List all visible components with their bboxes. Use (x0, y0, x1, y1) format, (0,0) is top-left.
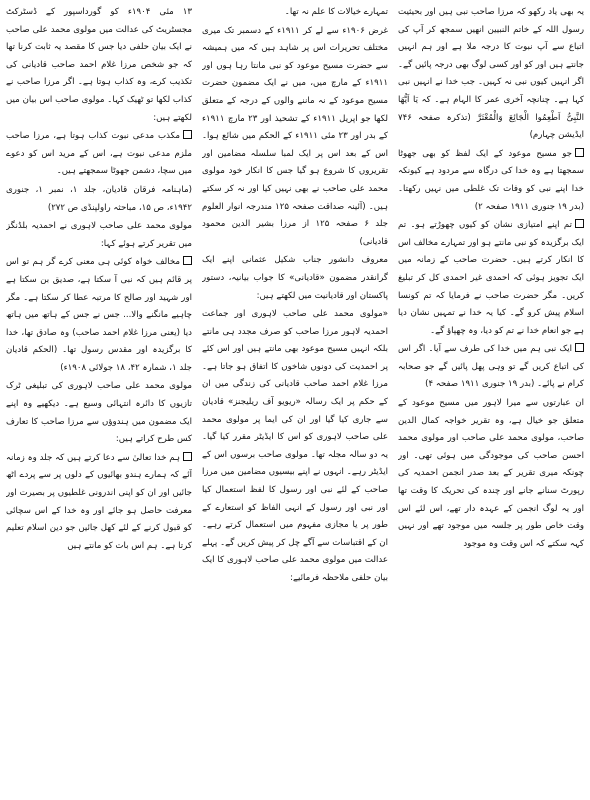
paragraph (398, 217, 584, 340)
paragraph (6, 182, 192, 217)
paragraph-text: معروف دانشور جناب شکیل عثمانی اپنے ایک گرانقدر مضمون «قادیانی» کا جواب بیانیہ، دستور پاکستان اور قادیانیت میں لکھتے ہیں: (202, 255, 388, 301)
paragraph-text: «مولوی محمد علی صاحب لاہوری اور جماعت احمدیہ لاہور مرزا صاحب کو صرف مجدد ہی مانتے بلکہ انہیں مسیح موعود بھی مانتے ہیں اور اس کئے پر احمدیت کی دونوں شاخوں کا اتفاق ہو جاتا ہے۔ مرزا غلام احمد صاحب قادیانی کی زندگی میں ان کے حکم پر ایک رسالہ «ریویو آف ریلیجنز» قادیان سے جاری کیا گیا اور ان کی ایما پر مولوی محمد علی صاحب لاہوری کو اس کا ایڈیٹر مقرر کیا گیا۔ یہ دو سالہ مجلہ تھا۔ مولوی صاحب برسوں اس کے ایڈیٹر رہے۔ انہوں نے اپنے بیسیوں مضامین میں مرزا صاحب کے لئے نبی اور رسول کا لفظ استعمال کیا اور نبی اور رسول کے انہی الفاظ کو استعارے کے طور پر یا مجازی مفہوم میں استعمال کرتے رہے۔ ان کے اقتباسات سے آگے چل کر پیش کریں گے۔ پہلے عدالت میں مولوی محمد علی صاحب لاہوری کا ایک بیان حلفی ملاحظہ فرمائیے: (202, 309, 388, 583)
paragraph-text: ان عبارتوں سے میرا لاہور میں مسیح موعود کے متعلق جو خیال ہے، وہ تقریر خواجہ کمال الدین صاحب، مولوی محمد علی صاحب اور مولوی محمد احسن صاحب کی موجودگی میں ہوئی تھی۔ اور چونکہ میری تقریر کے بعد صدر انجمن احمدیہ کی رپورٹ سنانے جانے اور چندہ کی تحریک کا وقت تھا اور یہ لوگ انجمن کے عہدہ دار تھے، اس لئے اس وقت خاص طور پر جلسہ میں موجود تھے اور نہیں کہہ سکتے کہ اس وقت وہ موجود (398, 398, 584, 549)
paragraph (398, 4, 584, 145)
quote-box-icon (183, 452, 192, 461)
quote-box-icon (575, 148, 584, 157)
paragraph-text: ہم خدا تعالیٰ سے دعا کرتے ہیں کہ جلد وہ زمانہ آئے کہ ہمارے ہندو بھائیوں کے دلوں پر سے پردے اٹھ جائیں اور ان کو اپنی اندرونی غلطیوں پر بصیرت اور معرفت حاصل ہو جائے اور وہ خدا کے اس سچائی کو قبول کرنے کے لئے کھل جائیں جو دین اسلام تعلیم کرتا ہے۔ ہم اس بات کو مانتے ہیں (6, 452, 192, 551)
paragraph (6, 218, 192, 253)
paragraph-text: (ماہنامہ فرقان قادیان، جلد ۱، نمبر ۱، جنوری ۱۹۴۲ء، ص ۱۵، مباحثہ راولپنڈی ص ۲۷۲) (6, 184, 192, 213)
paragraph-text: یہ بھی یاد رکھو کہ مرزا صاحب نبی ہیں اور بحیثیت رسول اللہ کے خاتم النبیین انھیں سمجھ کر آپ کی اتباع سے آپ نبوت کا درجہ ملا ہے اور ہم انہیں جانتے ہیں اور کو اور کسی لوگ بھی درجہ پائیں گے۔ اگر انہیں کیوں نبی نہ کہیں۔ جب خدا نے انہیں نبی کہا ہے۔ چنانچہ آخری عمر کا الہام ہے۔ کہ یَا اَیُّھَا النَّبِیُّ اَطْعِمُوا الْجَائِعَ وَالْمُعْتَرَّ (تذکرہ صفحہ ۷۴۶ ایڈیشن چہارم) (398, 7, 584, 141)
paragraph (6, 254, 192, 377)
paragraph-text: غرض ۱۹۰۶ء سے لے کر ۱۹۱۱ء کے دسمبر تک میری مختلف تحریرات اس پر شاہد ہیں کہ میں ہمیشہ سے حضرت مسیح موعود کو نبی مانتا رہا ہوں اور ۱۹۱۱ء کے مارچ میں، میں نے ایک مضمون حضرت مسیح موعود کے نہ ماننے والوں کے درجہ کے متعلق لکھا جو اپریل ۱۹۱۱ء کے تشحیذ اور ۲۳ مارچ ۱۹۱۱ء کے بدر اور ۲۳ مئی ۱۹۱۱ء کے الحکم میں شائع ہوا۔ اس کے بعد اس پر ایک لمبا سلسلہ مضامین اور تقریروں کا شروع ہو گیا جس کا انکار خود مولوی محمد علی صاحب نے بھی نہیں کیا اور نہ کر سکتے ہیں۔ (آئینہ صداقت صفحہ ۱۲۵ مندرجہ انوار العلوم جلد ۶ صفحہ ۱۲۵ از مرزا بشیر الدین محمود قادیانی) (202, 25, 388, 247)
paragraph (398, 341, 584, 394)
quote-box-icon (183, 130, 192, 139)
paragraph (398, 395, 584, 553)
paragraph-text: ۱۳ مئی ۱۹۰۴ء کو گورداسپور کے ڈسٹرکٹ مجسٹریٹ کی عدالت میں مولوی محمد علی صاحب نے ایک بیان حلفی دیا جس کا مقصد یہ ثابت کرنا تھا کہ جو شخص مرزا غلام احمد صاحب قادیانی کی تکذیب کرے، وہ کذاب ہوتا ہے۔ اگر مرزا صاحب نے کذاب لکھا تو ٹھیک کہا۔ مولوی صاحب اس بیان میں لکھتے ہیں: (6, 7, 192, 123)
paragraph (6, 128, 192, 181)
paragraph (6, 378, 192, 448)
paragraph-text: تم اپنے امتیازی نشان کو کیوں چھوڑتے ہو۔ تم ایک برگزیدہ کو نبی مانتے ہو اور تمہارے مخالف اس کا انکار کرتے ہیں۔ حضرت صاحب کے زمانہ میں ایک تجویز ہوئی کہ احمدی غیر احمدی کل کر تبلیغ کریں۔ مگر حضرت صاحب نے فرمایا کہ تم کونسا اسلام پیش کرو گے۔ کیا یہ خدا نے تمہیں نشان دیا ہے جو انعام خدا نے تم کو دیا، وہ چھپاؤ گے۔ (398, 220, 584, 336)
paragraph (202, 23, 388, 252)
paragraph-text: جو مسیح موعود کے ایک لفظ کو بھی جھوٹا سمجھتا ہے وہ خدا کی درگاہ سے مردود ہے کیونکہ خدا اپنے نبی کو وفات تک غلطی میں نہیں رکھتا۔ (بدر ۱۹ جنوری ۱۹۱۱ صفحہ ۲) (398, 148, 584, 212)
paragraph-text: تمہارے خیالات کا علم نہ تھا۔ (284, 7, 388, 17)
paragraph (398, 146, 584, 216)
quote-box-icon (183, 256, 192, 265)
column-left (6, 4, 192, 796)
paragraph-text: مولوی محمد علی صاحب لاہوری نے احمدیہ بلڈنگز میں تقریر کرتے ہوئے کہا: (6, 221, 192, 249)
paragraph-text: مکذب مدعی نبوت کذاب ہوتا ہے، مرزا صاحب ملزم مدعی نبوت ہے، اس کے مرید اس کو دعوے میں سچا، دشمن جھوٹا سمجھتے ہیں۔ (6, 131, 192, 177)
paragraph (6, 450, 192, 556)
column-right (398, 4, 584, 796)
paragraph (202, 252, 388, 305)
quote-box-icon (575, 219, 584, 228)
paragraph-text: مخالف خواہ کوئی ہی معنی کرے گر ہم تو اس پر قائم ہیں کہ نبی آ سکتا ہے، صدیق بن سکتا ہے اور شہید اور صالح کا مرتبہ عطا کر سکتا ہے۔ مگر چاہیے مانگنے والا... جس نے جس کے ہاتھ میں ہاتھ دیا (یعنی مرزا غلام احمد صاحب) وہ صادق تھا، خدا کا برگزیدہ اور مقدس رسول تھا۔ (الحکم قادیان جلد ۱، شمارہ ۴۲، ۱۸ جولائی ۱۹۰۸ء) (6, 257, 192, 373)
paragraph (202, 4, 388, 22)
paragraph-text: ایک نبی ہم میں خدا کی طرف سے آیا۔ اگر اس کی اتباع کریں گے تو وہی پھل پائیں گے جو صحابہ کرام نے پائے۔ (بدر ۱۹ جنوری ۱۹۱۱ صفحہ ۴) (398, 344, 584, 390)
paragraph (6, 4, 192, 127)
quote-box-icon (575, 343, 584, 352)
paragraph (202, 306, 388, 588)
column-middle (202, 4, 388, 796)
paragraph-text: مولوی محمد علی صاحب لاہوری کی تبلیغی ٹرک تازیوں کا دائرہ انتہائی وسیع ہے۔ دیکھیے وہ اپنے ایک مضمون میں ہندوؤں سے مرزا صاحب کا تعارف کس طرح کراتے ہیں: (6, 381, 192, 445)
